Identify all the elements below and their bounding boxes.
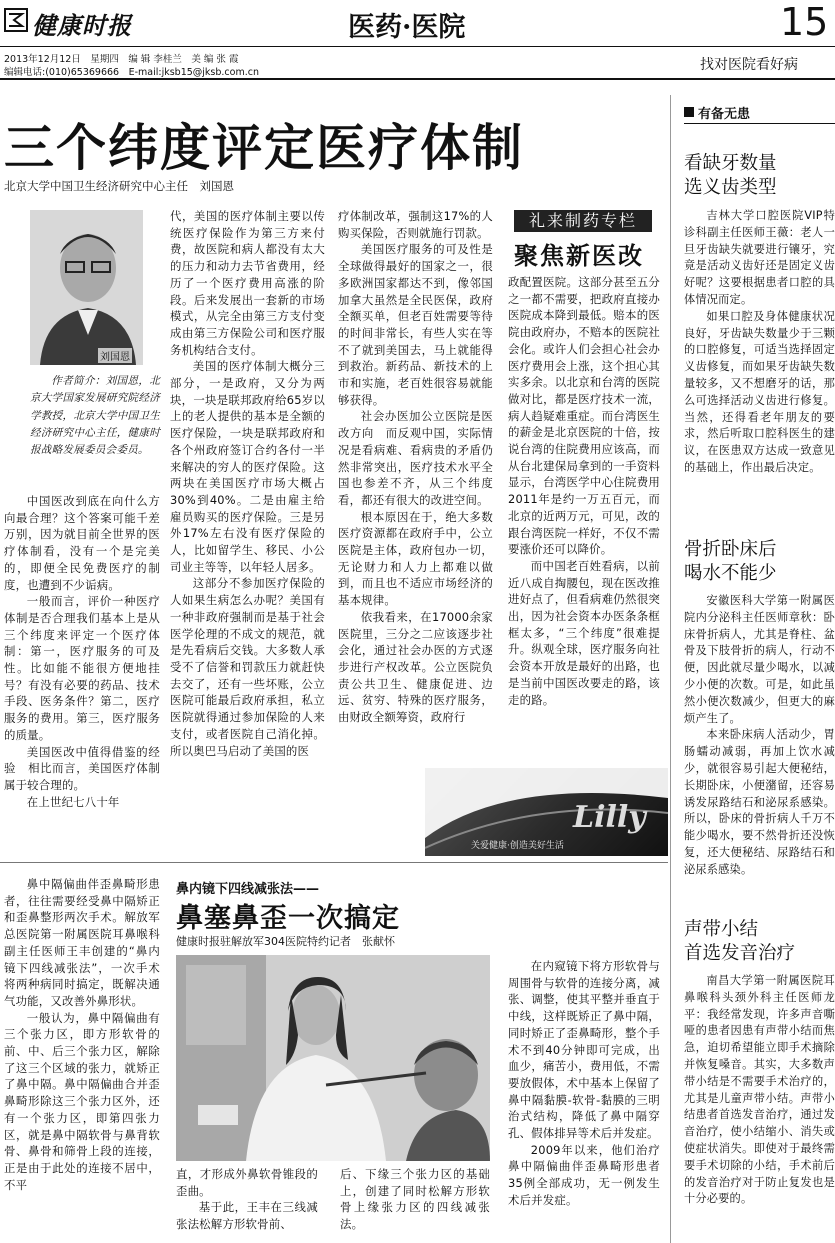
main-col-1: [4, 493, 160, 810]
page-slogan: 找对医院看好病: [700, 57, 798, 73]
author-bio: [30, 373, 160, 459]
lilly-tagline: 关爱健康·创造美好生活: [471, 841, 564, 851]
bottom-headline: 鼻塞鼻歪一次搞定: [176, 903, 400, 934]
bottom-byline: 健康时报驻解放军304医院特约记者 张献怀: [176, 935, 395, 948]
main-col-3: [338, 208, 493, 726]
main-col3-p4: 根本原因在于，绝大多数医疗资源都在政府手中，公立医院是主体，政府包办一切，无论财力和人力上都难以做到，而且也不适应市场经济的基本规律。: [338, 509, 493, 608]
bottom-col1-p1: 鼻中隔偏曲伴歪鼻畸形患者，往往需要经受鼻中隔矫正和歪鼻整形两次手术。解放军总医院第一附属医院耳鼻喉科副主任医师王丰创建的“鼻内镜下四线减张法”，一次手术将两种病同时搞定，既解决通气功能，又改善外鼻形状。: [4, 877, 160, 1008]
sidebar-item-1-p2: 如果口腔及身体健康状况良好，牙齿缺失数量少于三颗的口腔修复，可适当选择固定义齿修复，而如果牙齿缺失数量较多，又不想磨牙的话，那么可选择活动义齿进行修复。当然，还得看老年朋友的要求，然后听取口腔科医生的建议，在医患双方达成一致意见的基础上，作出最后决定。: [684, 309, 835, 474]
sidebar-item-3-title-line-1: 声带小结: [684, 919, 759, 940]
main-byline: 北京大学中国卫生经济研究中心主任 刘国恩: [4, 179, 234, 193]
doctor-photo: [176, 955, 490, 1161]
sidebar-item-2-p2: 本来卧床病人活动少，胃肠蠕动减弱，再加上饮水减少，就很容易引起大便秘结，长期卧床，小便潴留，还容易诱发尿路结石和泌尿系感染。所以，卧床的骨折病人千万不能少喝水，要不然骨折还没恢复，还大便秘结、尿路结石和泌尿系感染。: [684, 728, 835, 876]
main-col1-p1: 中国医改到底在向什么方向最合理？这个答案可能千差万别，因为就目前全世界的医疗体制看，没有一个是完美的，即便全民免费医疗的制度，也遭到不少诟病。: [4, 494, 160, 592]
section-divider: [0, 862, 668, 863]
bottom-col-3: [340, 1166, 490, 1233]
main-col4-p2: 而中国老百姓看病，以前近八成自掏腰包，现在医改推进好点了，但看病难仍然很突出，因为社会资本办医条条框框太多，“三个纬度”很难提升。纵观全球，医疗服务向社会资本开放是最好的出路，也是当前中国医改要走的路，该走的路。: [508, 558, 660, 707]
lilly-logo-text: Lilly: [573, 800, 646, 835]
ad-column-top-text: 礼来制药专栏: [514, 210, 652, 232]
main-col3-p2: 美国医疗服务的可及性是全球做得最好的国家之一，很多欧洲国家都达不到，像邻国加拿大虽然是全民医保，政府全额买单，但老百姓需要等待的时间非常长，有些人实在等不了就到美国去，马上就能得到救治。新药品、新技术的上市和实施，老百姓很容易就能够获得。: [338, 242, 493, 407]
main-col4-p1: 政配置医院。这部分甚至五分之一都不需要，把政府直接办医院成本降到最低。赔本的医院由政府办，不赔本的医院社会化。或许人们会担心社会办医疗费用会上涨，这个担心其实多余。以北京和台湾的医院做对比，都是医疗技术一流，病人趋疑难重症。而台湾医生的薪金是北京医院的十倍，按说台湾的住院费用应该高，而从台北建保局拿到的一手资料显示，台湾医学中心住院费用2011年是约一万五百元，而北京的近两万元，可见，改的跟台湾医院一样好，不仅不需要涨价还可以降价。: [508, 275, 660, 557]
bottom-col1-p2: 一般认为，鼻中隔偏曲有三个张力区，即方形软骨的前、中、后三个张力区，解除了这三个区域的张力，就矫正了鼻中隔。鼻中隔偏曲合并歪鼻畸形除这三个张力区外，还有一个张力区，即第四张力区，就是鼻中隔软骨与鼻背软骨、鼻骨和筛骨上段的连接，正是由于此处的连接不居中，不平: [4, 1010, 160, 1192]
main-col-4: [508, 274, 660, 708]
bottom-col4-p2: 2009年以来，他们治疗鼻中隔偏曲伴歪鼻畸形患者35例全部成功，无一例发生术后并发症。: [508, 1142, 660, 1207]
sidebar-item-3-p1: 南昌大学第一附属医院耳鼻喉科头颈外科主任医师龙平：我经常发现，许多声音嘶哑的患者因患有声带小结而焦急，迫切希望能立即手术摘除并恢复嗓音。其实，大多数声带小结是不需要手术治疗的，尤其是儿童声带小结。声带小结患者首选发音治疗，通过发音治疗，使小结缩小、消失或使症状消失。即使对于最终需要手术切除的小结，手术前后的发音治疗对于防止复发也是十分必要的。: [684, 974, 835, 1206]
masthead-rule: [0, 46, 835, 47]
ad-column-header: [508, 208, 658, 268]
logo-icon: [4, 8, 28, 32]
sidebar-item-2-title-line-1: 骨折卧床后: [684, 539, 777, 560]
bottom-kicker: 鼻内镜下四线减张法——: [176, 882, 320, 897]
bottom-col2-p2: 基于此，王丰在三线减张法松解方形软骨前、: [176, 1200, 318, 1232]
bottom-col-4: [508, 958, 660, 1209]
sidebar-item-2-title: [684, 538, 777, 586]
bottom-col-1: [4, 876, 160, 1193]
sidebar-label-text: 有备无患: [698, 107, 751, 122]
sidebar-item-1-p1: 吉林大学口腔医院VIP特诊科副主任医师王薇：老人一旦牙齿缺失就要进行镶牙，究竟是活动义齿好还是固定义齿好呢？这要根据患者口腔的具体情况而定。: [684, 209, 835, 306]
sidebar-item-3-title-line-2: 首选发音治疗: [684, 943, 796, 964]
sidebar-label-rule: [684, 123, 835, 124]
date-line: 2013年12月12日 星期四 编 辑 李桂兰 美 编 张 霞: [4, 54, 239, 65]
portrait-illustration: [30, 210, 143, 365]
sidebar-item-1-title: [684, 152, 777, 200]
sidebar-item-2-p1: 安徽医科大学第一附属医院内分泌科主任医师章秋：卧床骨折病人，尤其是脊柱、盆骨及下肢骨折的病人，行动不便，因此就尽量少喝水，以减少小便的次数。可是，如此虽然小便次数减少，但更大的麻烦产生了。: [684, 594, 835, 725]
sidebar-item-1-body: [684, 208, 835, 477]
section-title: 医药·医院: [348, 12, 466, 43]
sidebar-label-square-icon: [684, 107, 694, 117]
main-col2-p3: 这部分不参加医疗保险的人如果生病怎么办呢？美国有一种非政府强制而是基于社会医学伦理的不成文的规范，就是先看病后交钱。大多数人承受不了信誉和罚款压力就赶快去交了，还有一些坏账，公立医院可能最后政府承担，私立医院就得通过参加保险的人来支付，或者医院自己消化掉。所以奥巴马启动了美国的医: [170, 576, 325, 758]
main-col-2: [170, 208, 325, 759]
main-headline: 三个纬度评定医疗体制: [4, 118, 524, 177]
masthead: [0, 0, 835, 80]
main-col1-p2: 一般而言，评价一种医疗体制是否合理我们基本上是从三个纬度来评定一个医疗体制：第一，医疗服务的可及性。比如能不能很方便地挂号？有没有必要的药品、技术手段、医务条件？第二，医疗服务的费用。第三，医疗服务的质量。: [4, 594, 160, 742]
author-portrait: [30, 210, 143, 365]
logo-text: 健康时报: [32, 11, 132, 40]
sidebar-item-3-body: [684, 973, 835, 1208]
bottom-col-2: [176, 1166, 318, 1233]
sidebar-item-3-title: [684, 918, 795, 966]
main-col1-p3: 美国医改中值得借鉴的经验 相比而言，美国医疗体制属于较合理的。: [4, 744, 160, 792]
main-col2-p1: 代，美国的医疗体制主要以传统医疗保险作为第三方来付费，故医院和病人都没有太大的压力和动力去节省费用，经历了一个医疗费用高涨的阶段。后来发展出一套新的市场模式，从完全由第三方支付变成由第三方保险公司和医疗服务机构结合支付。: [170, 209, 325, 357]
doctor-photo-illustration: [176, 955, 490, 1161]
bottom-col4-p1: 在内窥镜下将方形软骨与周围骨与软骨的连接分离，减张、调整，使其平整并垂直于中线，这样既矫正了鼻中隔，同时矫正了歪鼻畸形，整个手术不到40分钟即可完成，出血少，痛苦小，费用低，不需要放假体，术中基本上保留了鼻中隔黏膜-软骨-黏膜的三明治式结构，降低了鼻中隔穿孔、假体排异等术后并发症。: [508, 959, 660, 1141]
main-col3-p1: 疗体制改革，强制这17%的人购买保险，否则就施行罚款。: [338, 209, 493, 240]
sidebar-section-label: [684, 104, 834, 124]
ad-column-main-text: 聚焦新医改: [514, 241, 644, 270]
main-col2-p2: 美国的医疗体制大概分三部分，一是政府，又分为两块，一块是联邦政府给65岁以上的老人提供的基本是全额的医疗保险，一块是联邦政府和各个州政府签订合约各付一半来解决的穷人的医疗保险。这两块在美国医疗市场大概占30%到40%。二是由雇主给雇员购买的医疗保险。三是另外17%左右没有医疗保险的人，比如留学生、移民、小公司业主等等，以年轻人居多。: [170, 359, 325, 574]
main-col3-p5: 依我看来，在17000余家医院里，三分之二应该逐步社会化，通过社会办医的方式逐步进行产权改革。公立医院负责公共卫生、健康促进、边远、贫穷、特殊的医疗服务，由财政全额筹资，政府行: [338, 609, 493, 725]
lilly-ad-banner: [425, 768, 668, 856]
main-col1-p4: 在上世纪七八十年: [26, 794, 120, 809]
sidebar-item-1-title-line-2: 选义齿类型: [684, 177, 777, 198]
masthead-thick-rule: [0, 78, 835, 80]
author-bio-text: 作者简介：刘国恩，北京大学国家发展研究院经济学教授，北京大学中国卫生经济研究中心主任，健康时报战略发展委员会委员。: [30, 375, 160, 457]
bottom-col3-p1: 后、下缘三个张力区的基础上，创建了同时松解方形软骨上缘张力区的四线减张法。: [340, 1167, 490, 1232]
sidebar-item-2-title-line-2: 喝水不能少: [684, 563, 777, 584]
page-number: 15: [780, 0, 829, 44]
bottom-col2-p1: 直，才形成外鼻软骨锥段的歪曲。: [176, 1167, 318, 1198]
sidebar-divider: [670, 95, 671, 1243]
sidebar-item-2-body: [684, 593, 835, 879]
main-col3-p3: 社会办医加公立医院是医改方向 而反观中国，实际情况是看病难、看病贵的矛盾仍然非常突出，医疗技术水平全国也参差不齐，从三个纬度看，都还有很大的改进空间。: [338, 409, 493, 507]
portrait-caption: 刘国恩: [98, 348, 132, 363]
sidebar-item-1-title-line-1: 看缺牙数量: [684, 153, 777, 174]
contact-line: 编辑电话:(010)65369666 E-mail:jksb15@jksb.com.cn: [4, 67, 259, 78]
